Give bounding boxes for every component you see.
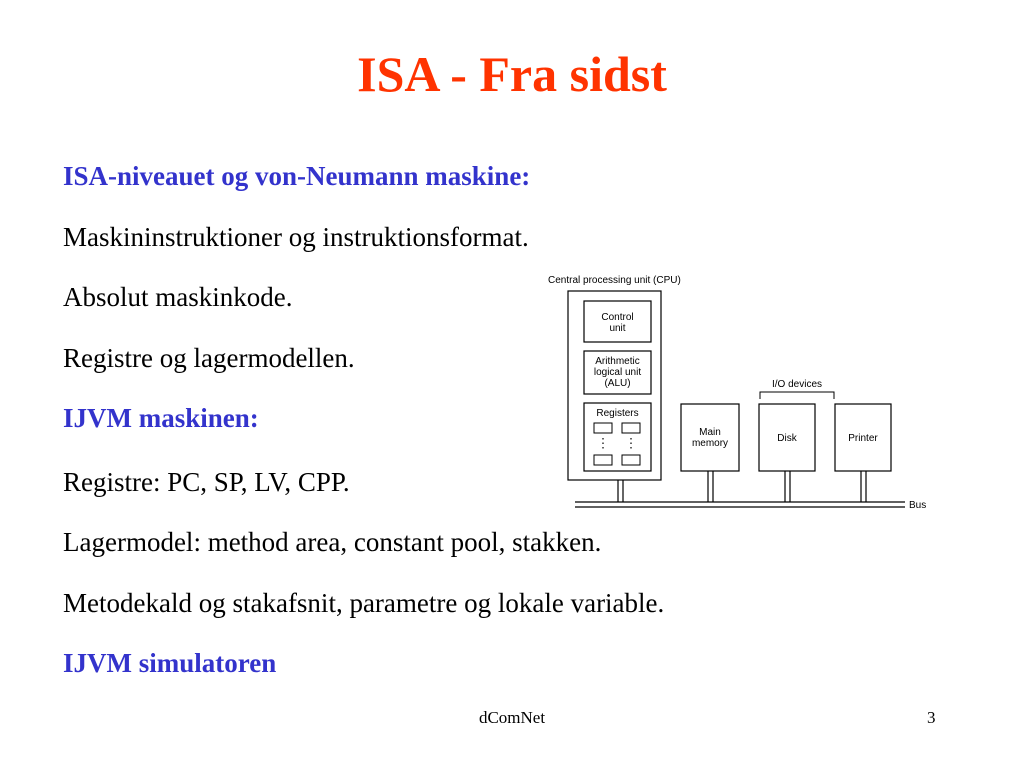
footer-page-number: 3 <box>927 708 936 727</box>
bullet-text: Registre: PC, SP, LV, CPP. <box>63 467 350 497</box>
cpu-label: Central processing unit (CPU) <box>548 275 681 286</box>
bullet-text: Registre og lagermodellen. <box>63 343 355 373</box>
section-heading: IJVM simulatoren <box>63 648 277 678</box>
io-devices-label: I/O devices <box>771 379 823 390</box>
register-cell <box>594 423 612 433</box>
section-heading: IJVM maskinen: <box>63 403 259 433</box>
slide-title: ISA - Fra sidst <box>357 46 667 102</box>
io-devices-bracket <box>760 392 834 399</box>
main-memory-label-2: memory <box>691 438 729 449</box>
bullet-text: Absolut maskinkode. <box>63 282 293 312</box>
register-cell <box>622 423 640 433</box>
section-heading: ISA-niveauet og von-Neumann maskine: <box>63 161 531 191</box>
control-unit-label-1: Control <box>601 312 634 323</box>
registers-label: Registers <box>596 408 639 419</box>
register-cell <box>594 455 612 465</box>
printer-label: Printer <box>848 433 878 444</box>
bus-label: Bus <box>909 500 927 511</box>
cpu-architecture-diagram <box>540 268 940 518</box>
alu-label-2: logical unit <box>593 367 642 378</box>
alu-label-3: (ALU) <box>604 378 631 389</box>
register-cell <box>622 455 640 465</box>
footer-course-name: dComNet <box>478 708 546 727</box>
main-memory-label-1: Main <box>699 427 721 438</box>
bullet-text: Metodekald og stakafsnit, parametre og lokale variable. <box>63 588 665 618</box>
bullet-text: Maskininstruktioner og instruktionsformat. <box>63 222 529 252</box>
alu-label-1: Arithmetic <box>595 356 640 367</box>
disk-label: Disk <box>777 433 797 444</box>
control-unit-label-2: unit <box>609 323 626 334</box>
bullet-text: Lagermodel: method area, constant pool, stakken. <box>63 527 602 557</box>
